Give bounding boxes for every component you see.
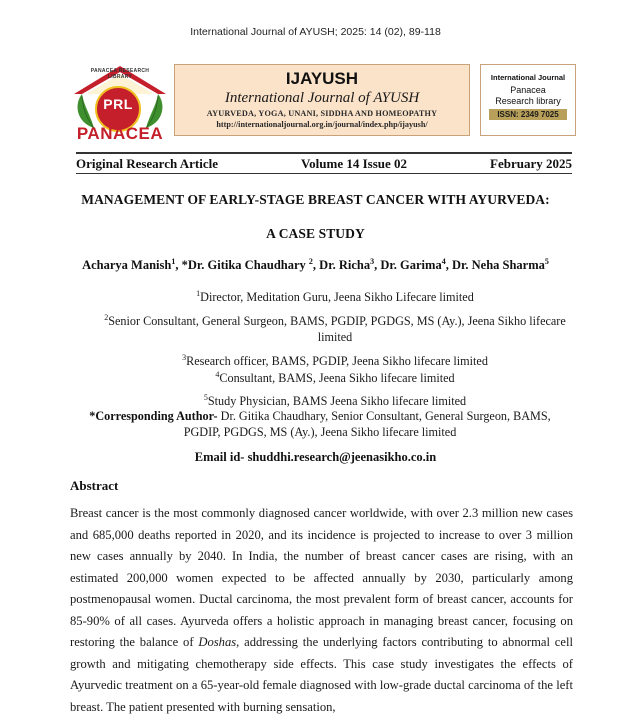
affiliation: $^4$Consultant, BAMS, Jeena Sikho lifecare limited (215, 370, 455, 386)
journal-short-name: IJAYUSH (285, 69, 359, 88)
affiliation: $^5$Study Physician, BAMS Jeena Sikho lifecare limited (203, 393, 467, 409)
author-list (0, 257, 631, 273)
author: Acharya Manish$^1$, (82, 257, 182, 273)
affiliation: $^3$Research officer, BAMS, PGDIP, Jeena Sikho lifecare limited (182, 353, 488, 369)
library-line-3: Research library (495, 96, 561, 106)
author: Dr. Neha Sharma$^5$ (451, 257, 549, 273)
journal-full-name: International Journal of AYUSH (224, 90, 420, 106)
journal-title-box (174, 64, 470, 136)
author: *Dr. Gitika Chaudhary $^2$, (181, 257, 320, 273)
corresponding-details: Dr. Gitika Chaudhary, Senior Consultant, General Surgeon, BAMS, PGDIP, PGDGS, MS (Ay.), Jeena Sikho lifecare limited (183, 409, 551, 439)
affiliation: $^1$Director, Meditation Guru, Jeena Sikho Lifecare limited (196, 289, 474, 305)
abstract-text: Breast cancer is the most commonly diagnosed cancer worldwide, with over 2.3 million new cases and 685,000 deaths reported in 2020, and its incidence is projected to increase to over 3 million new cases annually by 2040. In India, the number of breast cancer cases are rising, with an estimated 200,000 women expected to be affected annually by 2030, particularly among postmenopausal women. Ductal carcinoma, the most prevalent form of breast cancer, accounts for 85-90% of all cases. Ayurveda offers a holistic approach in managing breast cancer, focusing on restoring the balance of Doshas, addressing the underlying factors contributing to abnormal cell growth and mitigating chemotherapy side effects. This case study investigates the effects of Ayurvedic treatment on a 65-year-old female diagnosed with low-grade ductal carcinoma of the left breast. The patient presented with burning sensation, (70, 506, 573, 714)
author: Dr. Richa$^3$, (319, 257, 381, 273)
abstract-heading: Abstract (70, 478, 119, 493)
corresponding-author (70, 408, 570, 440)
paper-title-line-1: MANAGEMENT OF EARLY-STAGE BREAST CANCER WITH AYURVEDA: (81, 192, 550, 207)
paper-title-line-2: A CASE STUDY (266, 226, 365, 241)
logo-monogram: PRL (103, 96, 133, 112)
journal-banner (66, 62, 580, 144)
panacea-logo (66, 62, 174, 144)
volume-issue: Volume 14 Issue 02 (300, 155, 408, 171)
journal-url[interactable]: http://internationaljournal.org.in/journal/index.php/ijayush/ (216, 120, 428, 129)
author: Dr. Garima$^4$, (380, 257, 452, 273)
affiliation: $^2$Senior Consultant, General Surgeon, BAMS, PGDIP, PGDGS, MS (Ay.), Jeena Sikho lifecare limited (104, 313, 566, 345)
article-meta-row (76, 152, 572, 174)
running-header: International Journal of AYUSH; 2025: 14 (02), 89-118 (190, 26, 441, 38)
library-box (480, 64, 576, 136)
logo-wordmark: PANACEA (76, 124, 164, 143)
library-line-1: International Journal (490, 73, 566, 82)
issn-badge: ISSN: 2349 7025 (489, 109, 567, 120)
logo-arc-text: PANACEA RESEARCH LIBRARY (90, 68, 150, 80)
contact-email[interactable]: Email id- shuddhi.research@jeenasikho.co.in (194, 450, 437, 464)
library-line-2: Panacea (510, 85, 546, 95)
publication-date: February 2025 (490, 155, 572, 171)
corresponding-label: *Corresponding Author- (89, 409, 218, 423)
journal-disciplines: AYURVEDA, YOGA, UNANI, SIDDHA AND HOMEOPATHY (206, 109, 438, 118)
article-type: Original Research Article (76, 155, 219, 171)
